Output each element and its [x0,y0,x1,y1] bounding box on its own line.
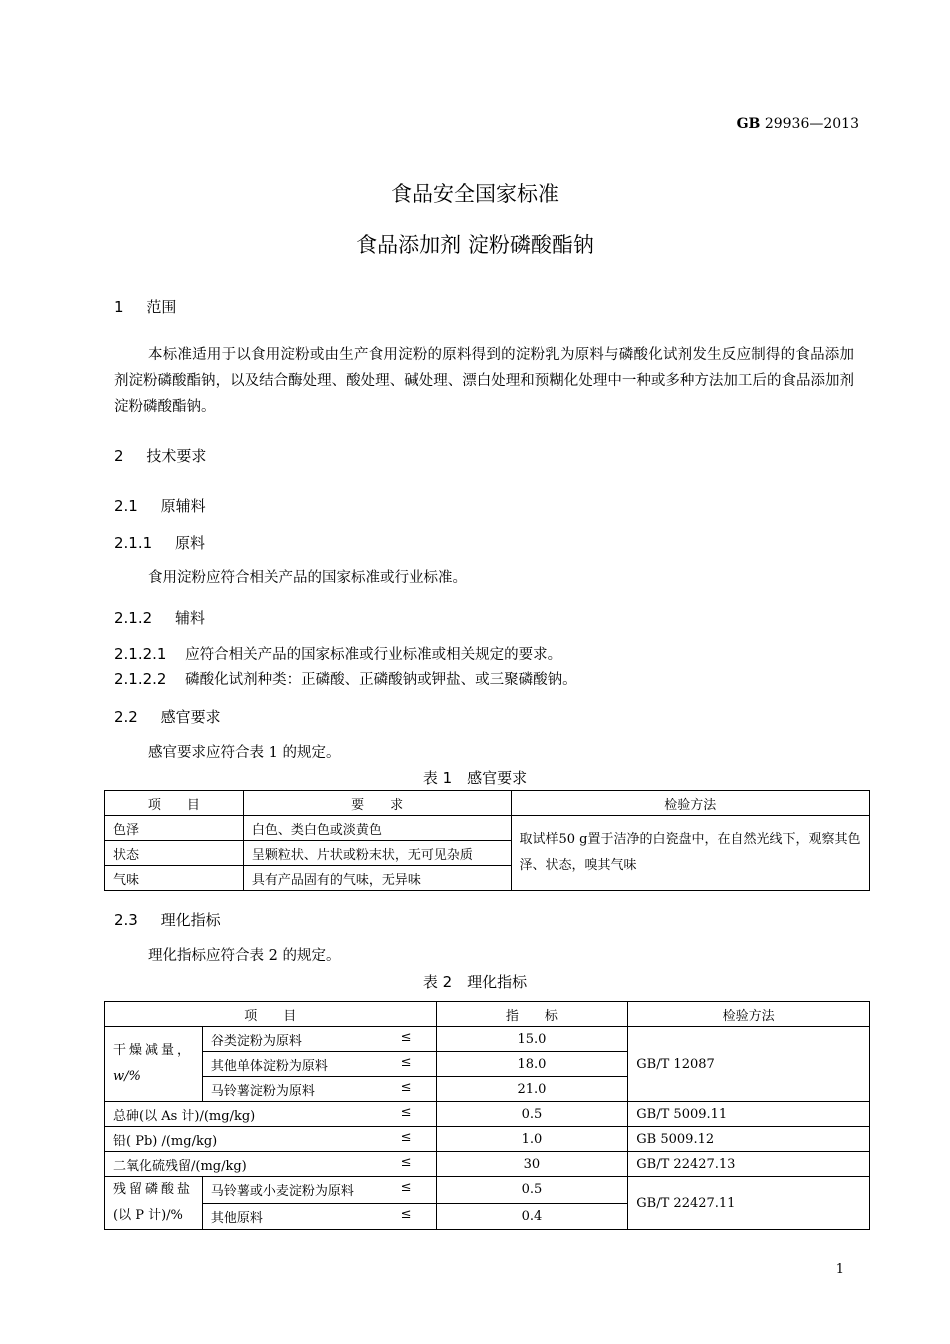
section-title: 理化指标 [160,911,221,929]
section-title: 感官要求 [160,708,221,726]
group-label: 残留磷酸盐 [113,1182,194,1197]
sub-item-cell [202,1027,436,1052]
le-symbol: ≤ [400,1104,412,1120]
value-cell: 0.4 [436,1203,628,1230]
header-cell: 项 目 [105,791,244,816]
standard-code [737,116,859,132]
method-cell: 取试样50 g置于洁净的白瓷盘中，在自然光线下，观察其色泽、状态，嗅其气味 [511,816,870,891]
section-number: 2.1.2 [114,609,153,627]
le-symbol: ≤ [400,1180,412,1196]
header-cell: 指 标 [436,1002,628,1027]
section-2-3-text: 理化指标应符合表 2 的规定。 [148,948,341,964]
table-row [105,1102,870,1127]
le-symbol: ≤ [400,1154,412,1170]
value-cell: 0.5 [436,1102,628,1127]
section-2-1-1-text: 食用淀粉应符合相关产品的国家标准或行业标准。 [148,570,467,586]
value-cell: 18.0 [436,1052,628,1077]
section-1-text: 本标准适用于以食用淀粉或由生产食用淀粉的原料得到的淀粉乳为原料与磷酸化试剂发生反应制得的食品添加剂淀粉磷酸酯钠，以及结合酶处理、酸处理、碱处理、漂白处理和预糊化处理中一种或多种方法加工后的食品添加剂淀粉磷酸酯钠。 [114,347,854,415]
section-2-1-1-heading [114,532,205,553]
sub-item-label: 马铃薯淀粉为原料 [210,1083,315,1099]
le-symbol: ≤ [400,1029,412,1045]
item-cell [105,1102,437,1127]
item-label: 铅( Pb) /(mg/kg) [113,1133,218,1149]
method-cell: GB/T 5009.11 [628,1102,870,1127]
section-number: 2.3 [114,911,138,929]
section-2-1-2-2 [114,666,577,693]
sub-item-cell [202,1077,436,1102]
page-number: 1 [835,1262,844,1277]
table-2-caption: 表 2 理化指标 [422,973,528,991]
le-symbol: ≤ [400,1054,412,1070]
table-row [105,1127,870,1152]
value-cell: 15.0 [436,1027,628,1052]
table-2 [104,1001,870,1230]
section-2-1-2-heading [114,607,205,628]
requirement-cell: 白色、类白色或淡黄色 [243,816,511,841]
group-label-cell [105,1177,203,1230]
standard-prefix: GB [736,116,761,132]
item-label: 二氧化硫残留/(mg/kg) [113,1158,247,1174]
section-number: 2.1 [114,497,138,515]
clause-text: 磷酸化试剂种类：正磷酸、正磷酸钠或钾盐、或三聚磷酸钠。 [185,672,577,688]
item-cell [105,1152,437,1177]
value-cell: 21.0 [436,1077,628,1102]
section-title: 范围 [146,298,177,316]
item-cell [105,1127,437,1152]
le-symbol: ≤ [400,1129,412,1145]
item-label: 总砷(以 As 计)/(mg/kg) [113,1108,256,1124]
section-number: 2 [114,447,124,465]
section-2-3-heading [114,909,221,930]
method-cell: GB/T 12087 [628,1027,870,1102]
section-2-2-heading [114,706,221,727]
table-row [105,1027,870,1052]
value-cell: 30 [436,1152,628,1177]
header-cell: 项 目 [105,1002,437,1027]
clause-number: 2.1.2.2 [114,670,167,688]
section-title: 辅料 [174,609,205,627]
table-header-row [105,1002,870,1027]
group-unit: (以 P 计)/% [113,1208,183,1223]
sub-item-label: 马铃薯或小麦淀粉为原料 [210,1184,354,1200]
requirement-cell: 呈颗粒状、片状或粉末状，无可见杂质 [243,841,511,866]
header-cell: 检验方法 [511,791,870,816]
section-number: 1 [114,298,124,316]
group-unit: w/% [113,1069,141,1084]
section-2-2-text: 感官要求应符合表 1 的规定。 [148,745,341,761]
sub-item-cell [202,1052,436,1077]
document-title: 食品安全国家标准 [391,182,559,206]
table-row [105,1152,870,1177]
section-2-1-heading [114,495,206,516]
item-cell: 气味 [105,866,244,891]
le-symbol: ≤ [400,1206,412,1222]
value-cell: 0.5 [436,1177,628,1204]
sub-item-label: 谷类淀粉为原料 [210,1033,302,1049]
section-title: 原料 [174,534,205,552]
clause-number: 2.1.2.1 [114,645,167,663]
item-cell: 色泽 [105,816,244,841]
sub-item-cell [202,1177,436,1204]
section-1-heading [114,296,176,317]
section-number: 2.1.1 [114,534,153,552]
method-cell: GB/T 22427.13 [628,1152,870,1177]
clause-text: 应符合相关产品的国家标准或行业标准或相关规定的要求。 [185,647,563,663]
group-label-cell [105,1027,203,1102]
table-header-row [105,791,870,816]
standard-number: 29936—2013 [764,116,859,132]
sub-item-label: 其他原料 [210,1210,263,1226]
value-cell: 1.0 [436,1127,628,1152]
table-1-caption: 表 1 感官要求 [422,769,528,787]
item-cell: 状态 [105,841,244,866]
method-cell: GB/T 22427.11 [628,1177,870,1230]
document-subtitle: 食品添加剂 淀粉磷酸酯钠 [356,233,594,257]
section-title: 技术要求 [146,447,207,465]
sub-item-label: 其他单体淀粉为原料 [210,1058,328,1074]
section-number: 2.2 [114,708,138,726]
table-1 [104,790,870,891]
requirement-cell: 具有产品固有的气味，无异味 [243,866,511,891]
section-2-heading [114,445,206,466]
section-2-1-2-1 [114,641,562,668]
section-title: 原辅料 [160,497,206,515]
table-row [105,816,870,841]
header-cell: 要 求 [243,791,511,816]
table-row [105,1177,870,1204]
group-label: 干燥减量， [113,1043,194,1058]
le-symbol: ≤ [400,1079,412,1095]
method-cell: GB 5009.12 [628,1127,870,1152]
header-cell: 检验方法 [628,1002,870,1027]
sub-item-cell [202,1203,436,1230]
